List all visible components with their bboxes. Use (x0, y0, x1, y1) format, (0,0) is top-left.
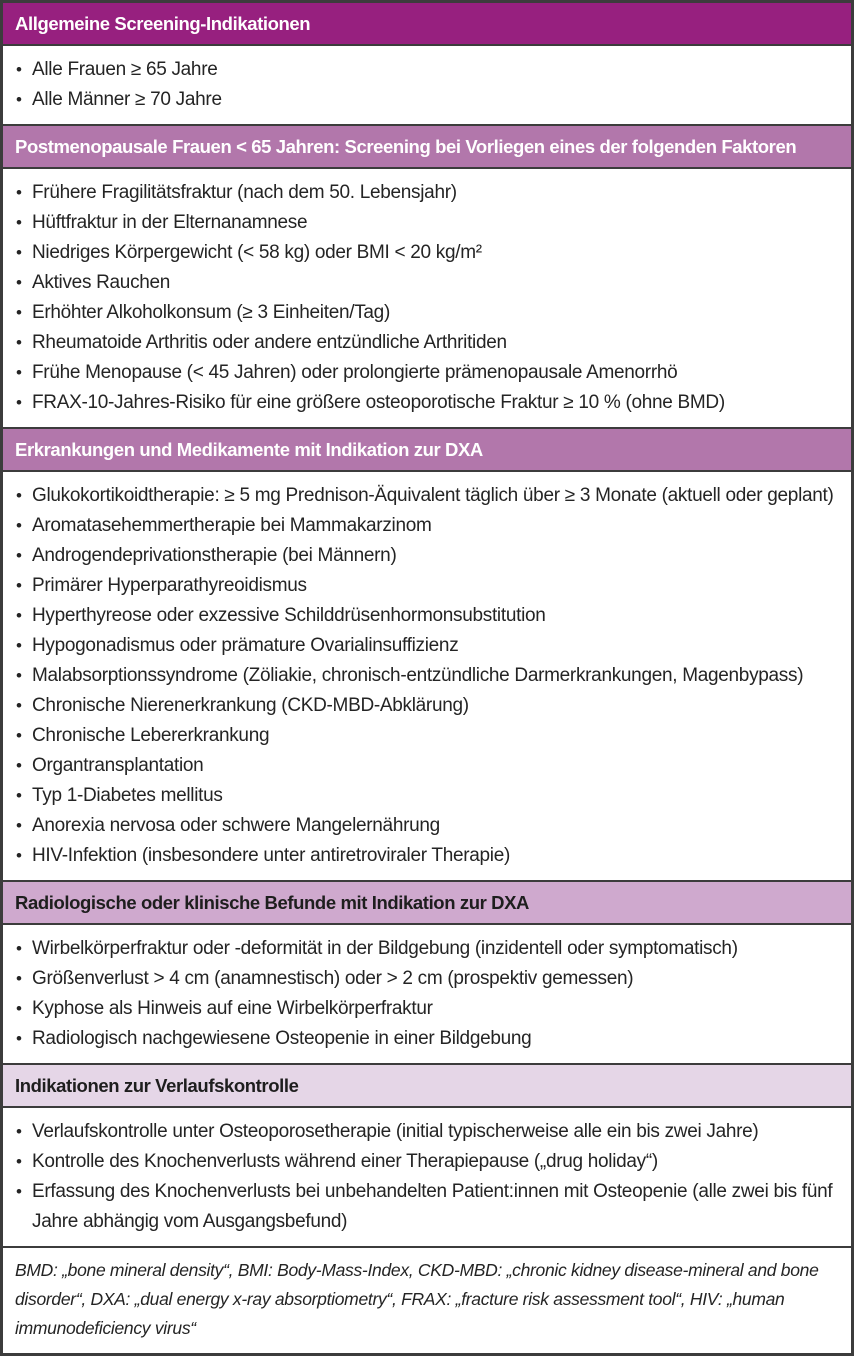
list-item-text: FRAX-10-Jahres-Risiko für eine größere osteoporotische Fraktur ≥ 10 % (ohne BMD) (32, 392, 725, 413)
section-title: Allgemeine Screening-Indikationen (15, 13, 311, 34)
list-item (15, 268, 845, 298)
item-list-diseases-medications (3, 472, 851, 880)
list-item (15, 631, 845, 661)
bullet-icon: • (16, 939, 22, 958)
item-list-follow-up-indications (3, 1108, 851, 1246)
bullet-icon: • (16, 90, 22, 109)
list-item (15, 358, 845, 388)
list-item (15, 511, 845, 541)
abbreviations-footnote: BMD: „bone mineral density“, BMI: Body-Mass-Index, CKD-MBD: „chronic kidney disease-mineral and bone disorder“, DXA: „dual energy x-ray absorptiometry“, FRAX: „fracture risk assessment tool“, HIV: „human immunodeficiency virus“ (3, 1246, 851, 1353)
list-item (15, 781, 845, 811)
bullet-icon: • (16, 1152, 22, 1171)
list-item (15, 751, 845, 781)
list-item-text: Kyphose als Hinweis auf eine Wirbelkörperfraktur (32, 998, 433, 1019)
section-title: Indikationen zur Verlaufskontrolle (15, 1075, 299, 1096)
list-item (15, 841, 845, 871)
list-item-text: Alle Männer ≥ 70 Jahre (32, 89, 222, 110)
table-section (3, 3, 851, 124)
list-item (15, 691, 845, 721)
list-item (15, 85, 845, 115)
list-item (15, 964, 845, 994)
bullet-icon: • (16, 576, 22, 595)
list-item (15, 298, 845, 328)
bullet-icon: • (16, 183, 22, 202)
bullet-icon: • (16, 213, 22, 232)
item-list-general-screening (3, 46, 851, 124)
sections-container (3, 3, 851, 1246)
bullet-icon: • (16, 816, 22, 835)
table-section (3, 124, 851, 427)
bullet-icon: • (16, 486, 22, 505)
section-title: Postmenopausale Frauen < 65 Jahren: Screening bei Vorliegen eines der folgenden Faktoren (15, 136, 797, 157)
bullet-icon: • (16, 756, 22, 775)
list-item-text: Radiologisch nachgewiesene Osteopenie in einer Bildgebung (32, 1028, 532, 1049)
list-item-text: Verlaufskontrolle unter Osteoporosetherapie (initial typischerweise alle ein bis zwei Jahre) (32, 1121, 759, 1142)
bullet-icon: • (16, 243, 22, 262)
bullet-icon: • (16, 303, 22, 322)
list-item (15, 934, 845, 964)
bullet-icon: • (16, 606, 22, 625)
list-item-text: Hypogonadismus oder prämature Ovarialinsuffizienz (32, 635, 459, 656)
bullet-icon: • (16, 273, 22, 292)
list-item-text: Organtransplantation (32, 755, 204, 776)
list-item-text: Frühe Menopause (< 45 Jahren) oder prolongierte prämenopausale Amenorrhö (32, 362, 678, 383)
bullet-icon: • (16, 666, 22, 685)
list-item (15, 661, 845, 691)
list-item-text: Chronische Nierenerkrankung (CKD-MBD-Abklärung) (32, 695, 469, 716)
list-item-text: Wirbelkörperfraktur oder -deformität in der Bildgebung (inzidentell oder symptomatisch) (32, 938, 738, 959)
list-item (15, 238, 845, 268)
list-item-text: Kontrolle des Knochenverlusts während einer Therapiepause („drug holiday“) (32, 1151, 658, 1172)
list-item (15, 208, 845, 238)
item-list-radiological-clinical-findings (3, 925, 851, 1063)
list-item (15, 388, 845, 418)
list-item-text: Rheumatoide Arthritis oder andere entzündliche Arthritiden (32, 332, 507, 353)
section-title: Erkrankungen und Medikamente mit Indikation zur DXA (15, 439, 483, 460)
bullet-icon: • (16, 786, 22, 805)
list-item (15, 994, 845, 1024)
table-section (3, 1063, 851, 1246)
list-item-text: HIV-Infektion (insbesondere unter antiretroviraler Therapie) (32, 845, 511, 866)
bullet-icon: • (16, 1122, 22, 1141)
section-header-follow-up-indications (3, 1063, 851, 1108)
bullet-icon: • (16, 969, 22, 988)
bullet-icon: • (16, 546, 22, 565)
list-item-text: Anorexia nervosa oder schwere Mangelernährung (32, 815, 440, 836)
list-item (15, 541, 845, 571)
section-header-general-screening (3, 3, 851, 46)
list-item (15, 1177, 845, 1237)
bullet-icon: • (16, 726, 22, 745)
section-title: Radiologische oder klinische Befunde mit Indikation zur DXA (15, 892, 530, 913)
bullet-icon: • (16, 333, 22, 352)
list-item-text: Aromatasehemmertherapie bei Mammakarzinom (32, 515, 432, 536)
list-item-text: Glukokortikoidtherapie: ≥ 5 mg Prednison-Äquivalent täglich über ≥ 3 Monate (aktuell oder geplant) (32, 485, 834, 506)
bullet-icon: • (16, 363, 22, 382)
list-item-text: Hüftfraktur in der Elternanamnese (32, 212, 308, 233)
list-item (15, 328, 845, 358)
list-item (15, 1147, 845, 1177)
list-item (15, 1117, 845, 1147)
bullet-icon: • (16, 696, 22, 715)
bullet-icon: • (16, 999, 22, 1018)
list-item-text: Erfassung des Knochenverlusts bei unbehandelten Patient:innen mit Osteopenie (alle zwei bis fünf Jahre abhängig vom Ausgangsbefund) (32, 1181, 833, 1232)
section-header-radiological-clinical-findings (3, 880, 851, 925)
list-item-text: Alle Frauen ≥ 65 Jahre (32, 59, 218, 80)
bullet-icon: • (16, 636, 22, 655)
list-item-text: Chronische Lebererkrankung (32, 725, 270, 746)
list-item (15, 1024, 845, 1054)
list-item-text: Niedriges Körpergewicht (< 58 kg) oder BMI < 20 kg/m² (32, 242, 482, 263)
list-item-text: Größenverlust > 4 cm (anamnestisch) oder > 2 cm (prospektiv gemessen) (32, 968, 634, 989)
table-section (3, 880, 851, 1063)
bullet-icon: • (16, 393, 22, 412)
list-item (15, 481, 845, 511)
list-item (15, 178, 845, 208)
bullet-icon: • (16, 1029, 22, 1048)
list-item-text: Aktives Rauchen (32, 272, 171, 293)
list-item-text: Frühere Fragilitätsfraktur (nach dem 50. Lebensjahr) (32, 182, 457, 203)
list-item (15, 55, 845, 85)
table-section (3, 427, 851, 880)
list-item-text: Typ 1-Diabetes mellitus (32, 785, 223, 806)
item-list-postmenopausal-women (3, 169, 851, 427)
section-header-diseases-medications (3, 427, 851, 472)
list-item-text: Primärer Hyperparathyreoidismus (32, 575, 307, 596)
list-item-text: Androgendeprivationstherapie (bei Männern) (32, 545, 397, 566)
list-item-text: Malabsorptionssyndrome (Zöliakie, chronisch-entzündliche Darmerkrankungen, Magenbypass) (32, 665, 804, 686)
list-item (15, 571, 845, 601)
bullet-icon: • (16, 1182, 22, 1201)
list-item-text: Erhöhter Alkoholkonsum (≥ 3 Einheiten/Tag) (32, 302, 390, 323)
section-header-postmenopausal-women (3, 124, 851, 169)
list-item (15, 721, 845, 751)
list-item (15, 811, 845, 841)
list-item (15, 601, 845, 631)
bullet-icon: • (16, 516, 22, 535)
bullet-icon: • (16, 60, 22, 79)
list-item-text: Hyperthyreose oder exzessive Schilddrüsenhormonsubstitution (32, 605, 546, 626)
bullet-icon: • (16, 846, 22, 865)
